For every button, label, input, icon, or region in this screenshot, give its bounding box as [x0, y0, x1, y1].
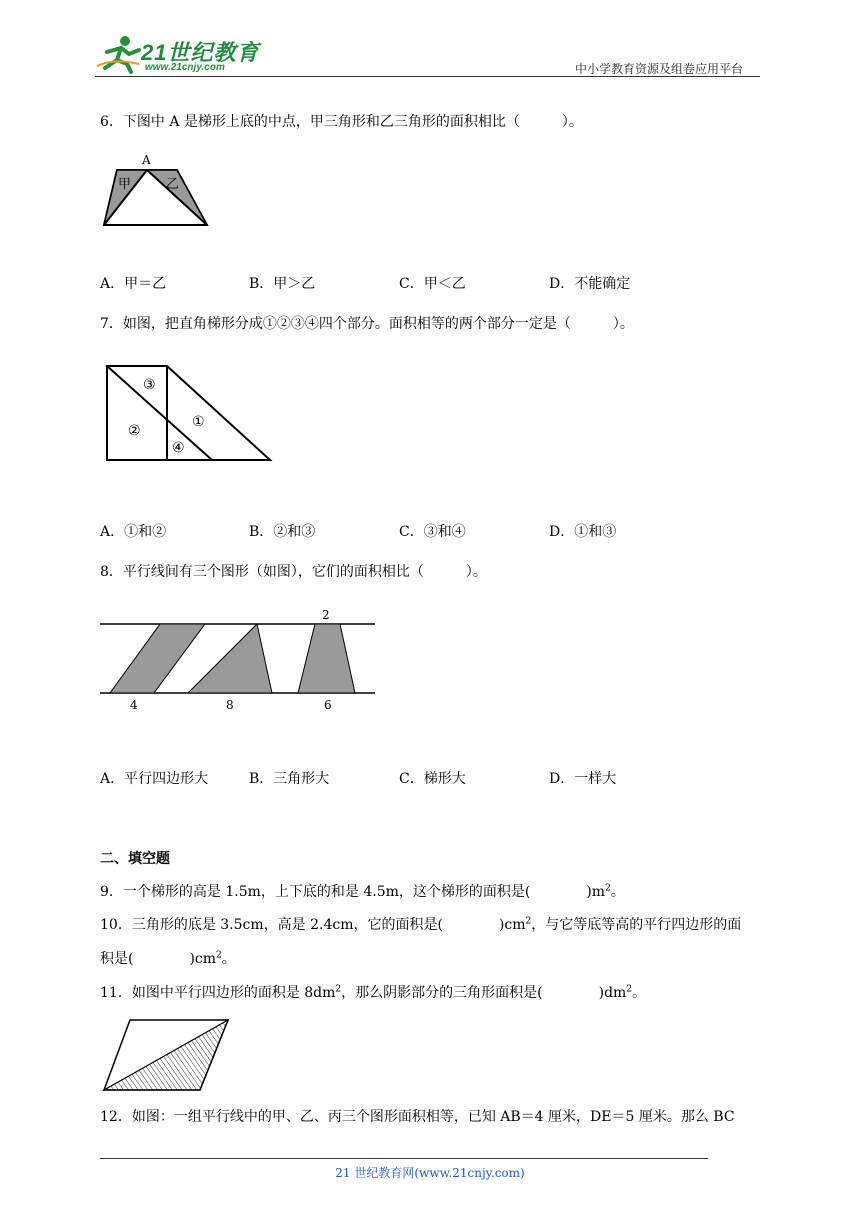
question-11 — [100, 983, 646, 1003]
q6-trapezoid-figure — [100, 150, 220, 230]
q10-text-2: 积是( )cm — [100, 951, 217, 967]
q9-end: 。 — [610, 884, 625, 900]
question-10-line-1 — [100, 915, 741, 935]
q7-option-c[interactable]: C．③和④ — [399, 524, 466, 540]
q6-option-b[interactable]: B．甲＞乙 — [249, 276, 316, 292]
q6-option-d[interactable]: D．不能确定 — [549, 276, 631, 292]
q8-option-c[interactable]: C．梯形大 — [399, 771, 466, 787]
runner-logo-icon — [95, 34, 143, 74]
q9-sup: 2 — [605, 883, 611, 894]
q7-label-4: ④ — [172, 440, 185, 456]
logo-title: 21世纪教育 — [141, 40, 260, 65]
q8-option-d[interactable]: D．一样大 — [549, 771, 617, 787]
q6-label-yi: 乙 — [166, 177, 180, 192]
q7-option-b[interactable]: B．②和③ — [249, 524, 316, 540]
q7-label-2: ② — [128, 423, 141, 439]
q10-text-1: 10．三角形的底是 3.5cm，高是 2.4cm，它的面积是( )cm — [100, 917, 526, 933]
q7-option-a[interactable]: A．①和② — [100, 524, 167, 540]
q11-text-2: ，那么阴影部分的三角形面积是( )dm — [341, 985, 627, 1001]
header-divider — [95, 76, 760, 77]
q6-label-jia: 甲 — [118, 177, 132, 192]
question-7-stem: 7．如图，把直角梯形分成①②③④四个部分。面积相等的两个部分一定是（ ）。 — [100, 316, 634, 332]
q11-sup-1: 2 — [335, 984, 342, 995]
q10-text-1b: ，与它等底等高的平行四边形的面 — [531, 917, 742, 933]
question-12: 12．如图：一组平行线中的甲、乙、丙三个图形面积相等，已知 AB＝4 厘米，DE＝5 厘米。那么 BC — [100, 1109, 735, 1125]
q8-option-b[interactable]: B．三角形大 — [249, 771, 330, 787]
q11-sup-2: 2 — [626, 984, 633, 995]
footer-link[interactable]: 21 世纪教育网(www.21cnjy.com) — [335, 1166, 525, 1180]
q9-text: 9．一个梯形的高是 1.5m，上下底的和是 4.5m，这个梯形的面积是( )m — [100, 884, 606, 900]
q8-label-4: 4 — [130, 698, 138, 712]
question-6-stem: 6．下图中 A 是梯形上底的中点，甲三角形和乙三角形的面积相比（ ）。 — [100, 114, 583, 130]
q7-right-trapezoid-figure — [100, 360, 280, 470]
header-logo — [95, 34, 265, 76]
q7-label-1: ① — [192, 414, 205, 430]
footer-divider — [100, 1158, 708, 1159]
q7-label-3: ③ — [143, 377, 156, 393]
q8-label-6: 6 — [324, 698, 332, 712]
q11-parallelogram-figure — [100, 1015, 240, 1095]
q10-sup-1: 2 — [525, 916, 532, 927]
question-10-line-2 — [100, 949, 236, 969]
q8-label-8: 8 — [226, 698, 234, 712]
q8-parallel-shapes-figure — [95, 602, 385, 722]
q11-end: 。 — [632, 985, 647, 1001]
question-8-stem: 8．平行线间有三个图形（如图），它们的面积相比（ ）。 — [100, 564, 487, 580]
q8-label-top: 2 — [322, 608, 330, 622]
q10-sup-2: 2 — [216, 950, 222, 961]
q7-option-d[interactable]: D．①和③ — [549, 524, 617, 540]
logo-url: www.21cnjy.com — [145, 62, 225, 73]
q6-option-a[interactable]: A．甲＝乙 — [100, 276, 167, 292]
q6-option-c[interactable]: C．甲＜乙 — [399, 276, 466, 292]
question-9 — [100, 882, 625, 902]
q8-option-a[interactable]: A．平行四边形大 — [100, 771, 209, 787]
header-right-text: 中小学教育资源及组卷应用平台 — [575, 62, 744, 76]
section-2-title: 二、填空题 — [100, 851, 170, 867]
q11-text-1: 11．如图中平行四边形的面积是 8dm — [100, 985, 336, 1001]
q10-text-2b: 。 — [221, 951, 236, 967]
q6-label-a: A — [142, 153, 151, 167]
